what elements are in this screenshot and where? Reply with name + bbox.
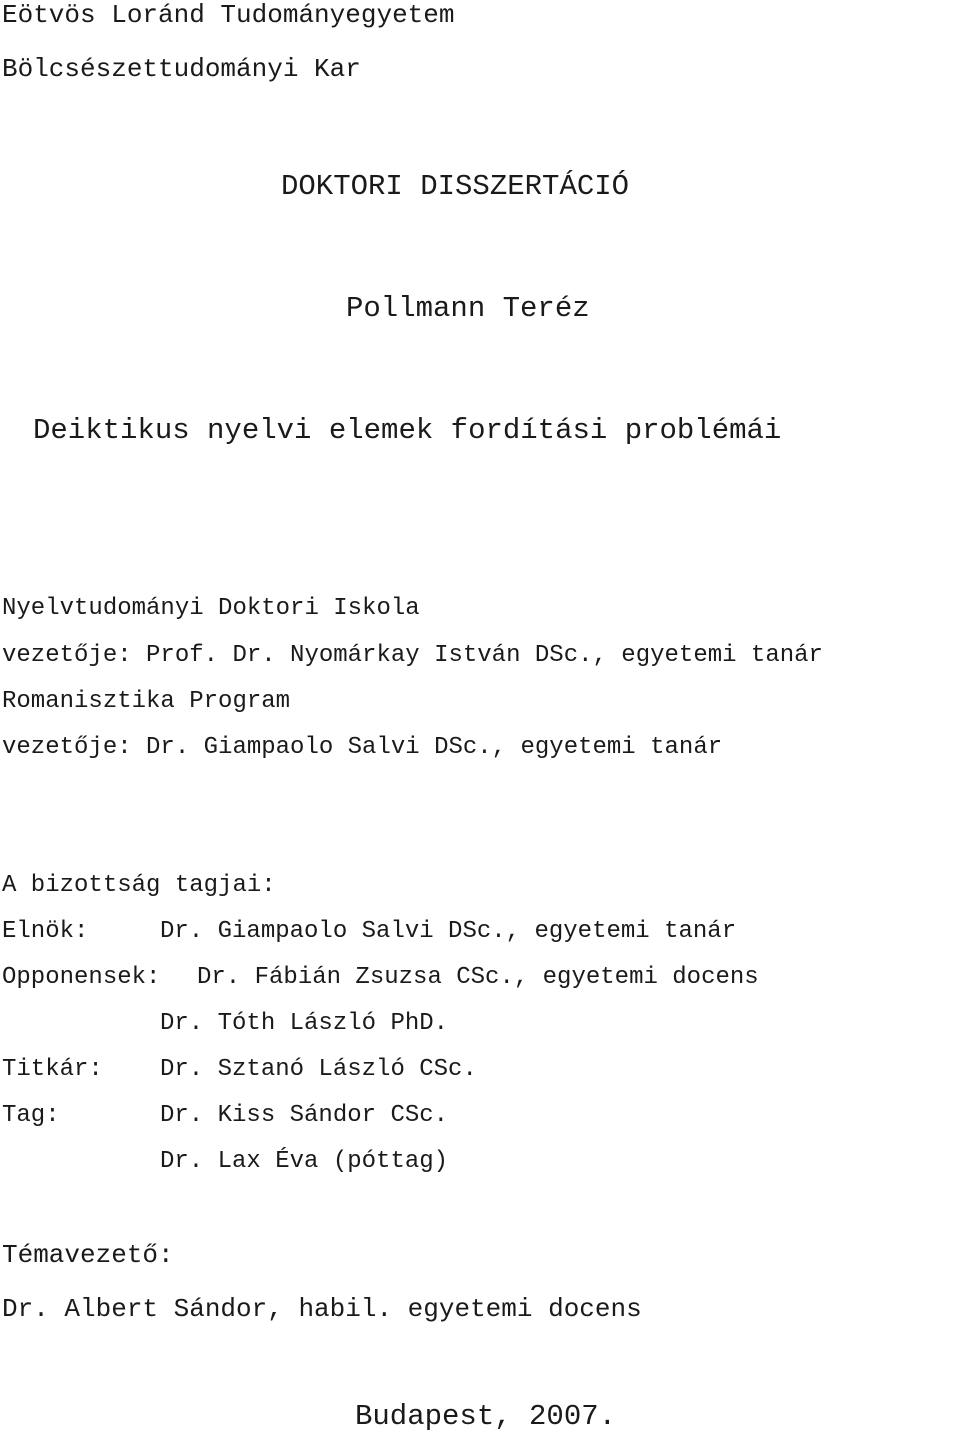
committee-row-value: Dr. Sztanó László CSc. xyxy=(160,1056,477,1083)
thesis-title: Deiktikus nyelvi elemek fordítási problémái xyxy=(33,414,782,447)
committee-row-label: Elnök: xyxy=(2,918,89,945)
committee-row-value: Dr. Giampaolo Salvi DSc., egyetemi tanár xyxy=(160,918,737,945)
supervisor-name: Dr. Albert Sándor, habil. egyetemi docens xyxy=(2,1294,642,1324)
author-name: Pollmann Teréz xyxy=(346,292,590,325)
program-name: Romanisztika Program xyxy=(2,688,291,715)
committee-row-label: Titkár: xyxy=(2,1056,103,1083)
committee-row-value: Dr. Lax Éva (póttag) xyxy=(160,1148,449,1175)
faculty-name: Bölcsészettudományi Kar xyxy=(2,54,361,84)
committee-row-value: Dr. Kiss Sándor CSc. xyxy=(160,1102,449,1129)
university-name: Eötvös Loránd Tudományegyetem xyxy=(2,0,455,30)
supervisor-heading: Témavezető: xyxy=(2,1240,174,1270)
doctoral-school-name: Nyelvtudományi Doktori Iskola xyxy=(2,595,420,622)
place-and-year: Budapest, 2007. xyxy=(355,1400,617,1433)
committee-row-label: Tag: xyxy=(2,1102,60,1129)
committee-row-value: Dr. Tóth László PhD. xyxy=(160,1010,449,1037)
committee-heading: A bizottság tagjai: xyxy=(2,872,276,899)
committee-row-value: Dr. Fábián Zsuzsa CSc., egyetemi docens xyxy=(197,964,759,991)
committee-row-label: Opponensek: xyxy=(2,964,161,991)
document-type: DOKTORI DISSZERTÁCIÓ xyxy=(281,170,630,203)
doctoral-school-head: vezetője: Prof. Dr. Nyomárkay István DSc., egyetemi tanár xyxy=(2,642,823,669)
program-head: vezetője: Dr. Giampaolo Salvi DSc., egyetemi tanár xyxy=(2,734,723,761)
